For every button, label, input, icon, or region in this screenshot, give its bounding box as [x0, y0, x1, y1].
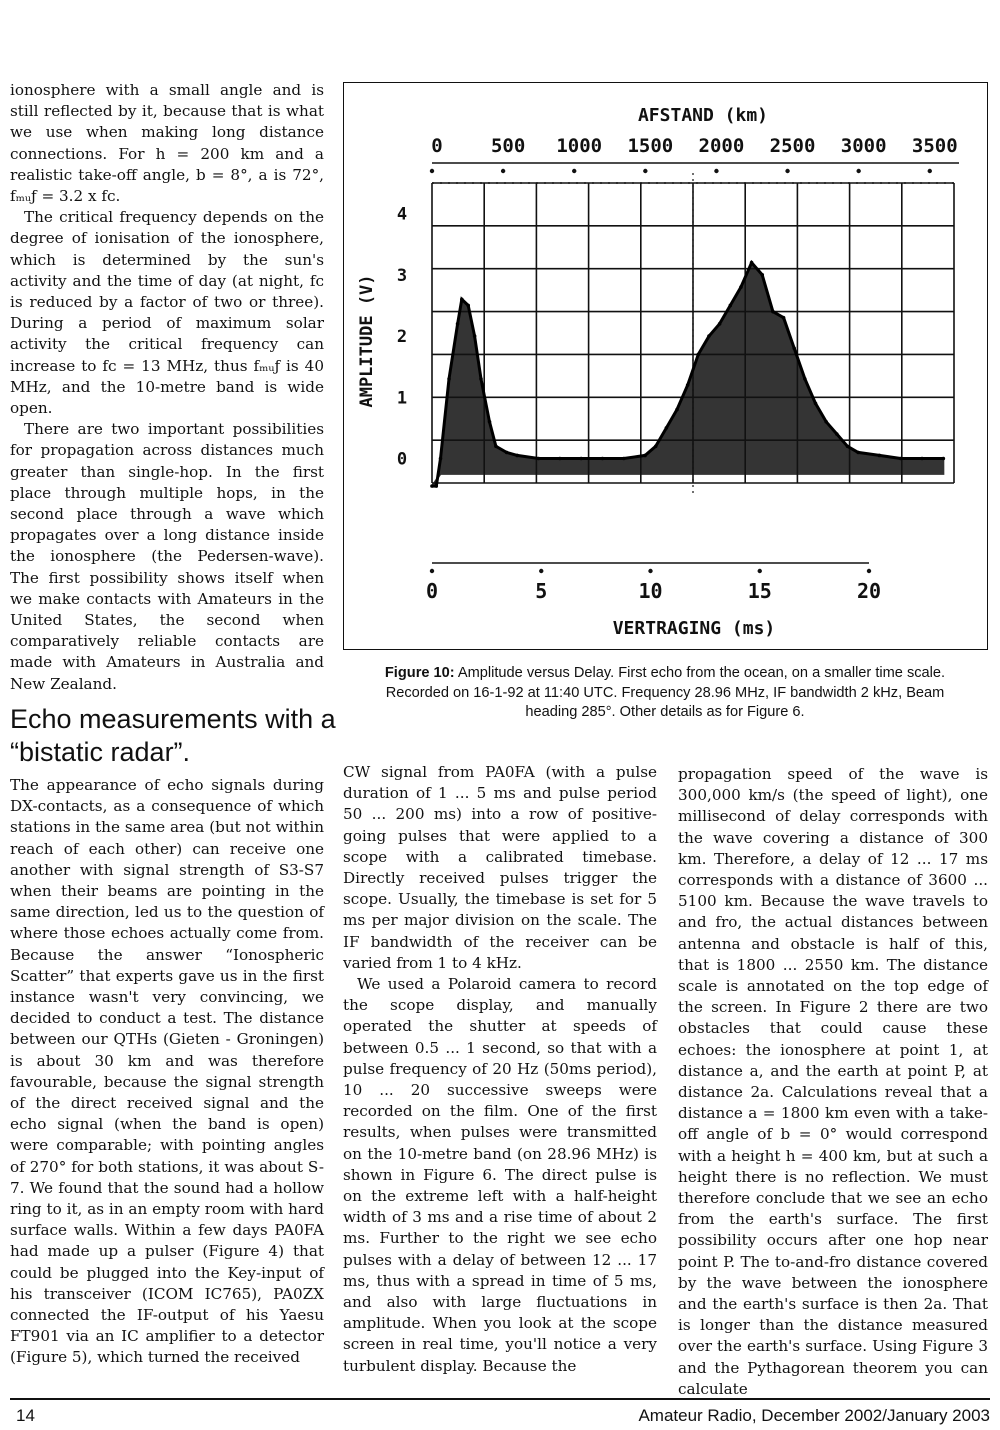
trace-point	[792, 347, 796, 351]
trace-point	[456, 322, 460, 326]
y-tick-label: 4	[396, 204, 408, 225]
top-tick-label: 500	[490, 135, 526, 157]
top-tick-dot	[785, 169, 789, 173]
top-tick-dot	[856, 169, 860, 173]
x-tick-dot	[430, 569, 434, 573]
trace-point	[494, 444, 498, 448]
paragraph: The critical frequency depends on the degree of ionisation of the ionosphere, which is determined by the sun's activity and the time of day (at night, fᴄ is reduced by a factor of two or three). During a period of maximum solar activity the critical frequency can increase to fᴄ = 13 MHz, thus fₘᵤƒ is 40 MHz, and the 10-metre band is wide open.	[10, 208, 324, 418]
trace-point	[750, 261, 754, 265]
trace-point	[430, 484, 434, 488]
trace-point	[686, 383, 690, 387]
paragraph: propagation speed of the wave is 300,000 km/s (the speed of light), one millisecond of delay corresponds with the wave covering a distance of 300 km. Therefore, a delay of 12 ... 17 ms corresponds with a distance of 3600 ... 5100 km. Because the wave travels to and fro, the actual distances between antenna and obstacle is half of this, that is 1800 ... 2550 km. The distance scale is annotated on the top edge of the screen. In Figure 2 there are two obstacles that could cause these echoes: the ionosphere at point 1, at distance a, and the earth at point P, at distance 2a. Calculations reveal that a distance a = 1800 km even with a take-off angle of b = 0° would correspond with a height h = 400 km, but at such a height there is no reflection. We must therefore conclude that we see an echo from the earth's surface. The first possibility occurs after one hop near point P. The to-and-fro distance covered by the wave between the ionosphere and the earth's surface is then 2a. That is longer than the distance measured over the earth's surface. Using Figure 3 and the Pythagorean theorem you can calculate	[678, 765, 988, 1398]
trace-point	[473, 334, 477, 338]
trace-point	[739, 285, 743, 289]
journal-footer: Amateur Radio, December 2002/January 2003	[638, 1406, 990, 1425]
top-tick-dot	[572, 169, 576, 173]
figure-caption	[360, 664, 970, 723]
paragraph: ionosphere with a small angle and is still reflected by it, because that is what we use when making long distance connections. For h = 200 km and a realistic take-off angle, b = 8°, a is 72°, fₘᵤƒ = 3.2 x fᴄ.	[10, 81, 324, 206]
trace-point	[835, 432, 839, 436]
x-tick-dot	[648, 569, 652, 573]
x-tick-dot	[867, 569, 871, 573]
trace-point	[460, 298, 464, 302]
top-tick-label: 2000	[698, 135, 745, 157]
x-tick-label: 10	[638, 579, 663, 603]
y-tick-label: 3	[396, 265, 408, 286]
figure-10	[343, 82, 988, 650]
trace-point	[824, 420, 828, 424]
trace-point	[558, 457, 562, 461]
trace-point	[697, 353, 701, 357]
trace-point	[920, 457, 924, 461]
trace-point	[803, 377, 807, 381]
left-column-top	[10, 80, 324, 695]
trace-point	[760, 273, 764, 277]
top-tick-label: 3000	[840, 135, 887, 157]
figure-caption-text: Amplitude versus Delay. First echo from the ocean, on a smaller time scale. Recorded on 16-1-92 at 11:40 UTC. Frequency 28.96 MHz, IF bandwidth 2 kHz, Beam heading 285°. Other details as for Figure 6.	[385, 665, 946, 720]
top-tick-label: 1500	[627, 135, 674, 157]
trace-point	[439, 457, 443, 461]
trace-point	[771, 310, 775, 314]
amplitude-delay-chart	[344, 83, 989, 651]
left-column-bottom	[10, 775, 324, 1369]
x-tick-dot	[758, 569, 762, 573]
trace-point	[643, 454, 647, 458]
top-tick-dot	[714, 169, 718, 173]
y-axis-label: AMPLITUDE (V)	[357, 274, 377, 408]
trace-point	[479, 377, 483, 381]
right-column	[678, 764, 988, 1400]
trace-point	[515, 454, 519, 458]
trace-point	[537, 457, 541, 461]
x-tick-label: 0	[425, 579, 439, 603]
paragraph: CW signal from PA0FA (with a pulse duration of 1 ... 5 ms and pulse period 50 ... 200 ms) into a row of positive-going pulses that were applied to a scope with a calibrated timebase. Directly received pulses trigger the scope. Usually, the timebase is set for 5 ms per major division on the scale. The IF bandwidth of the receiver can be varied from 1 to 4 kHz.	[343, 763, 657, 972]
middle-column	[343, 762, 657, 1377]
top-tick-label: 3500	[911, 135, 958, 157]
trace-point	[856, 451, 860, 455]
trace-point	[579, 457, 583, 461]
top-tick-dot	[501, 169, 505, 173]
trace-point	[782, 316, 786, 320]
figure-caption-label: Figure 10:	[384, 665, 455, 681]
trace-point	[718, 322, 722, 326]
x-tick-label: 20	[856, 579, 882, 603]
trace-point	[505, 451, 509, 455]
top-tick-dot	[928, 169, 932, 173]
x-tick-dot	[539, 569, 543, 573]
top-tick-dot	[643, 169, 647, 173]
trace-point	[488, 420, 492, 424]
page-number: 14	[16, 1406, 35, 1425]
trace-point	[942, 457, 946, 461]
y-tick-label: 1	[396, 388, 408, 409]
top-tick-label: 1000	[556, 135, 603, 157]
x-tick-label: 15	[747, 579, 772, 603]
trace-point	[434, 484, 438, 488]
trace-point	[675, 408, 679, 412]
top-axis-label: AFSTAND (km)	[637, 105, 769, 126]
x-axis-label: VERTRAGING (ms)	[612, 618, 776, 639]
trace-point	[447, 377, 451, 381]
trace-point	[728, 304, 732, 308]
section-heading: Echo measurements with a “bistatic radar”.	[10, 704, 336, 767]
trace-point	[601, 457, 605, 461]
trace-point	[654, 444, 658, 448]
y-tick-label: 0	[396, 449, 408, 470]
paragraph: The appearance of echo signals during DX-contacts, as a consequence of which stations in the same area (but not within reach of each other) can receive one another with signal strength of S3-S7 when their beams are pointing in the same direction, led us to the question of where those echoes actually come from. Because the answer “Ionospheric Scatter” that experts gave us in the first instance wasn't very convincing, we decided to conduct a test. The distance between our QTHs (Gieten - Groningen) is about 30 km and was therefore favourable, because the signal strength of the direct received signal and the echo signal (when the band is open) were comparable; with pointing angles of 270° for both stations, it was about S-7. We found that the sound had a hollow ring to it, as in an empty room with hard surface walls. Within a few days PA0FA had made up a pulser (Figure 4) that could be plugged into the Key-input of his transceiver (ICOM IC765), PA0ZX connected the IF-output of his Yaesu FT901 via an IC amplifier to a detector (Figure 5), which turned the received	[10, 776, 324, 1367]
trace-point	[707, 334, 711, 338]
trace-point	[466, 304, 470, 308]
x-tick-label: 5	[535, 579, 548, 603]
trace-point	[899, 457, 903, 461]
trace-point	[846, 444, 850, 448]
top-tick-label: 0	[431, 135, 443, 157]
trace-point	[878, 454, 882, 458]
trace-point	[622, 457, 626, 461]
top-tick-dot	[430, 169, 434, 173]
trace-point	[814, 402, 818, 406]
y-tick-label: 2	[396, 327, 408, 348]
trace-point	[665, 426, 669, 430]
footer-rule	[10, 1398, 990, 1400]
paragraph: There are two important possibilities for propagation across distances much greater than single-hop. In the first place through multiple hops, in the second place through a wave which propagates over a long distance inside the ionosphere (the Pedersen-wave). The first possibility shows itself when we make contacts with Amateurs in the United States, the second when comparatively reliable contacts are made with Amateurs in Australia and New Zealand.	[10, 420, 324, 693]
paragraph: We used a Polaroid camera to record the scope display, and manually operated the shutter at speeds of between 0.5 ... 1 second, so that with a pulse frequency of 20 Hz (50ms period), 10 ... 20 successive sweeps were recorded on the film. One of the first results, when pulses were transmitted on the 10-metre band (on 28.96 MHz) is shown in Figure 6. The direct pulse is on the extreme left with a half-height width of 3 ms and a rise time of about 2 ms. Further to the right we see echo pulses with a delay of between 12 ... 17 ms, thus with a spread in time of 5 ms, and also with large fluctuations in amplitude. When you look at the scope screen in real time, you'll notice a very turbulent display. Because the	[343, 975, 657, 1375]
top-tick-label: 2500	[769, 135, 816, 157]
